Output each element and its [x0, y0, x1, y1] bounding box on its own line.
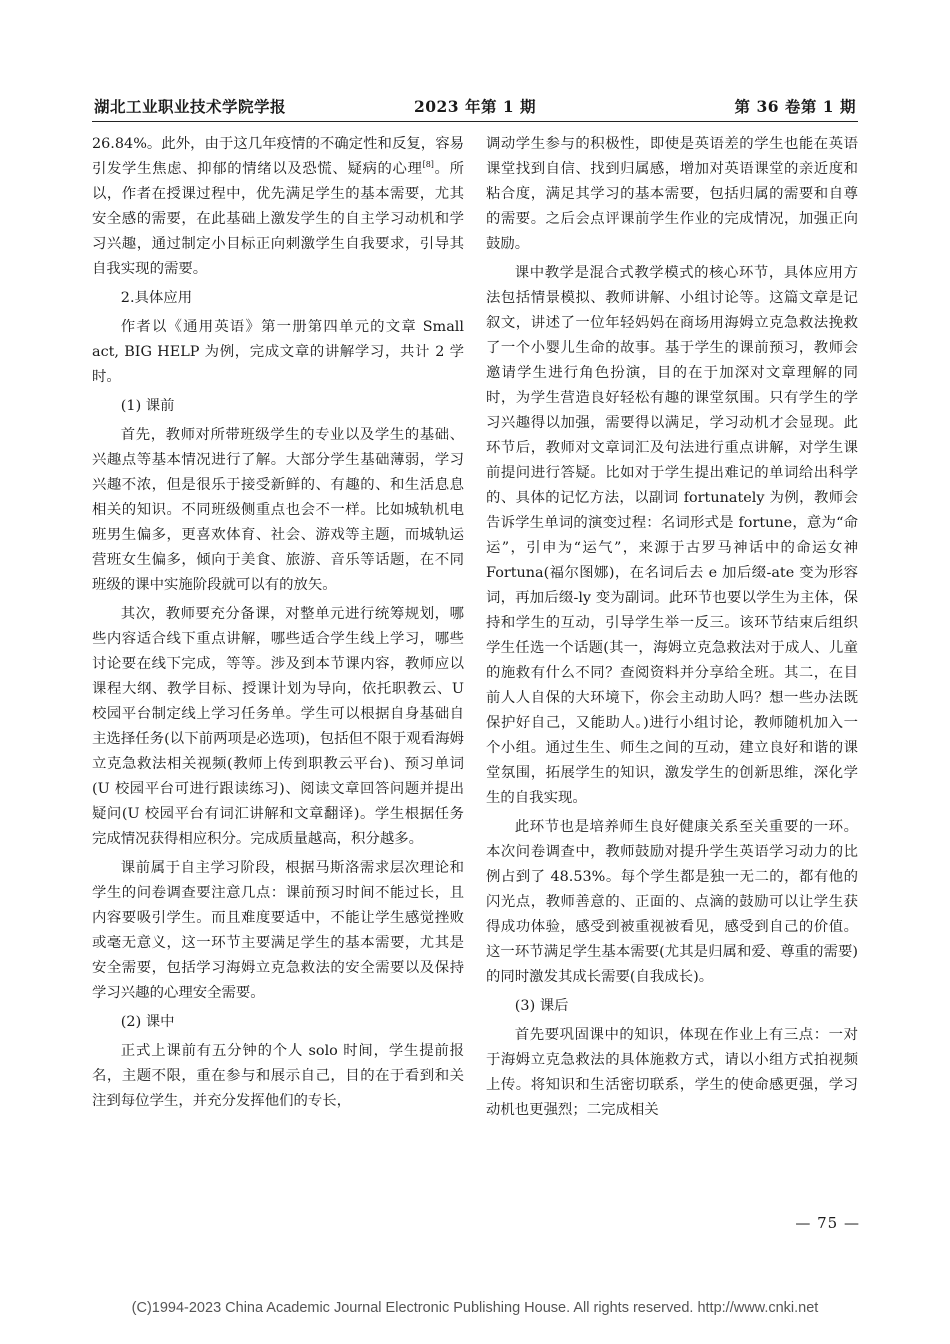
paragraph-intro-continued [92, 132, 464, 282]
copyright-footer: (C)1994-2023 China Academic Journal Electronic Publishing House. All rights reserved. http://www.cnki.net [131, 1300, 819, 1316]
citation-marker[interactable]: [8] [422, 160, 434, 169]
paragraph-after-class-1: 首先要巩固课中的知识，体现在作业上有三点：一对于海姆立克急救法的具体施救方式，请以小组方式拍视频上传。将知识和生活密切联系，学生的使命感更强，学习动机也更强烈；二完成相关 [486, 1027, 858, 1118]
paragraph-during-class-3: 此环节也是培养师生良好健康关系至关重要的一环。本次问卷调查中，教师鼓励对提升学生英语学习动力的比例占到了 48.53%。每个学生都是独一无二的，都有他的闪光点，教师善意的、正面的、点滴的鼓励可以让学生获得成功体验，感受到被重视被看见，感受到自己的价值。这一环节满足学生基本需要(尤其是归属和爱、尊重的需要)的同时激发其成长需要(自我成长)。 [486, 819, 858, 985]
section-heading-after-class: (3) 课后 [514, 998, 569, 1014]
paragraph-before-class-3: 课前属于自主学习阶段，根据马斯洛需求层次理论和学生的问卷调查要注意几点：课前预习时间不能过长，且内容要吸引学生。而且难度要适中，不能让学生感觉挫败或毫无意义，这一环节主要满足学生的基本需要，尤其是安全需要，包括学习海姆立克急救法的安全需要以及保持学习兴趣的心理安全需要。 [92, 860, 464, 1001]
paragraph-text: 26.84%。此外，由于这几年疫情的不确定性和反复，容易引发学生焦虑、抑郁的情绪以及恐慌、疑病的心理 [92, 136, 464, 177]
page-number: — 75 — [795, 1214, 860, 1232]
section-heading-application: 2.具体应用 [120, 290, 193, 306]
section-heading-before-class: (1) 课前 [120, 398, 175, 414]
paragraph-during-class-1-continued: 调动学生参与的积极性，即使是英语差的学生也能在英语课堂找到自信、找到归属感，增加对英语课堂的亲近度和粘合度，满足其学习的基本需要，包括归属的需要和自尊的需要。之后会点评课前学生作业的完成情况，加强正向鼓励。 [486, 136, 858, 252]
journal-name: 湖北工业职业技术学院学报 [94, 97, 287, 116]
paragraph-before-class-2: 其次，教师要充分备课，对整单元进行统筹规划，哪些内容适合线下重点讲解，哪些适合学生线上学习，哪些讨论要在线下完成，等等。涉及到本节课内容，教师应以课程大纲、教学目标、授课计划为导向，依托职教云、U 校园平台制定线上学习任务单。学生可以根据自身基础自主选择任务(以下前两项是必选项)，包括但不限于观看海姆立克急救法相关视频(教师上传到职教云平台)、预习单词(U 校园平台可进行跟读练习)、阅读文章回答问题并提出疑问(U 校园平台有词汇讲解和文章翻译)。学生根据任务完成情况获得相应积分。完成质量越高，积分越多。 [92, 606, 464, 847]
paragraph-text-tail: 。所以，作者在授课过程中，优先满足学生的基本需要，尤其安全感的需要，在此基础上激发学生的自主学习动机和学习兴趣，通过制定小目标正向刺激学生自我要求，引导其自我实现的需要。 [92, 161, 464, 277]
volume-label: 第 36 卷第 1 期 [734, 97, 856, 116]
running-header [92, 93, 858, 122]
paragraph-during-class-1: 正式上课前有五分钟的个人 solo 时间，学生提前报名，主题不限，重在参与和展示自己，目的在于看到和关注到每位学生，并充分发挥他们的专长， [92, 1043, 464, 1109]
paragraph-during-class-2: 课中教学是混合式教学模式的核心环节，具体应用方法包括情景模拟、教师讲解、小组讨论等。这篇文章是记叙文，讲述了一位年轻妈妈在商场用海姆立克急救法挽救了一个小婴儿生命的故事。基于学生的课前预习，教师会邀请学生进行角色扮演，目的在于加深对文章理解的同时，为学生营造良好轻松有趣的课堂氛围。只有学生的学习兴趣得以加强，需要得以满足，学习动机才会显现。此环节后，教师对文章词汇及句法进行重点讲解，对学生课前提问进行答疑。比如对于学生提出难记的单词给出科学的、具体的记忆方法，以副词 fortunately 为例，教师会告诉学生单词的演变过程：名词形式是 fortune，意为“命运”，引申为“运气”，来源于古罗马神话中的命运女神 Fortuna(福尔图娜)，在名词后去 e 加后缀-ate 变为形容词，再加后缀-ly 变为副词。此环节也要以学生为主体，保持和学生的互动，引导学生举一反三。该环节结束后组织学生任选一个话题(其一，海姆立克急救法对于成人、儿童的施救有什么不同？查阅资料并分享给全班。其二，在目前人人自保的大环境下，你会主动助人吗？想一些办法既保护好自己，又能助人。)进行小组讨论，教师随机加入一个小组。通过生生、师生之间的互动，建立良好和谐的课堂氛围，拓展学生的知识，激发学生的创新思维，深化学生的自我实现。 [486, 265, 858, 806]
left-column [92, 132, 464, 1217]
paragraph-application: 作者以《通用英语》第一册第四单元的文章 Small act, BIG HELP 为例，完成文章的讲解学习，共计 2 学时。 [92, 319, 464, 385]
right-column [486, 132, 858, 1217]
paragraph-before-class-1: 首先，教师对所带班级学生的专业以及学生的基础、兴趣点等基本情况进行了解。大部分学生基础薄弱，学习兴趣不浓，但是很乐于接受新鲜的、有趣的、和生活息息相关的知识。不同班级侧重点也会不一样。比如城轨机电班男生偏多，更喜欢体育、社会、游戏等主题，而城轨运营班女生偏多，倾向于美食、旅游、音乐等话题，在不同班级的课中实施阶段就可以有的放矢。 [92, 427, 464, 593]
issue-label: 2023 年第 1 期 [413, 97, 537, 116]
section-heading-during-class: (2) 课中 [120, 1014, 175, 1030]
